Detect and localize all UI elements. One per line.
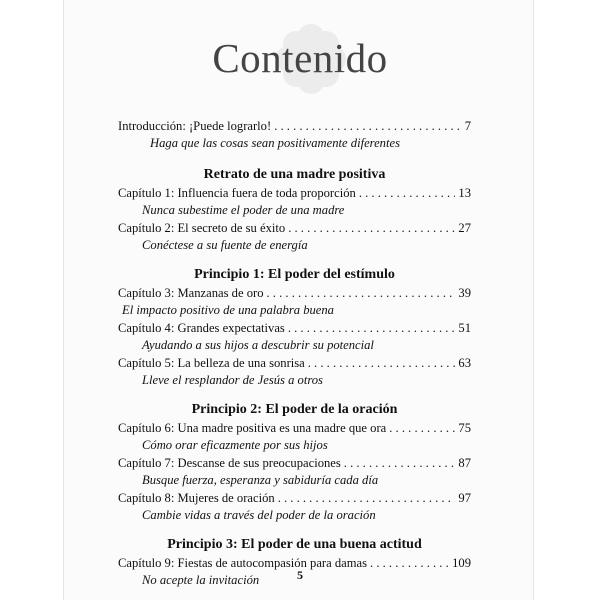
dot-leader (278, 491, 456, 506)
toc-entry-page: 7 (464, 119, 471, 133)
toc-entry (118, 456, 471, 473)
toc-entry-page: 75 (458, 421, 471, 435)
toc-entry-label: Capítulo 4: Grandes expectativas (118, 321, 285, 335)
section-heading: Principio 2: El poder de la oración (191, 402, 398, 417)
toc-entry-label: Capítulo 6: Una madre positiva es una madre que ora (118, 421, 387, 435)
toc-entry-page: 87 (458, 456, 471, 470)
toc-entry-label: Introducción: ¡Puede lograrlo! (118, 119, 272, 133)
toc-entry-subtitle: El impacto positivo de una palabra buena (122, 303, 334, 317)
dot-leader (308, 356, 456, 371)
section-heading: Principio 1: El poder del estímulo (194, 267, 395, 282)
section-heading: Principio 3: El poder de una buena actitud (167, 537, 422, 552)
table-of-contents (118, 119, 471, 591)
dot-leader (288, 321, 456, 336)
toc-entry-subtitle: Conéctese a su fuente de energía (142, 238, 308, 252)
toc-entry-label: Capítulo 8: Mujeres de oración (118, 491, 275, 505)
toc-entry (118, 356, 471, 373)
toc-entry-subtitle: Cambie vidas a través del poder de la oración (142, 508, 376, 522)
toc-entry-page: 109 (452, 556, 471, 570)
toc-entry-subtitle: Ayudando a sus hijos a descubrir su potencial (142, 338, 374, 352)
dot-leader (274, 119, 462, 134)
page-number: 5 (297, 568, 303, 582)
toc-entry (118, 321, 471, 338)
toc-entry-page: 39 (458, 286, 471, 300)
toc-entry-subtitle: Busque fuerza, esperanza y sabiduría cada día (142, 473, 379, 487)
toc-entry-subtitle: Cómo orar eficazmente por sus hijos (142, 438, 328, 452)
toc-entry-subtitle: Lleve el resplandor de Jesús a otros (142, 373, 323, 387)
toc-entry-label: Capítulo 5: La belleza de una sonrisa (118, 356, 305, 370)
section-heading: Retrato de una madre positiva (203, 167, 386, 182)
toc-entry-label: Capítulo 3: Manzanas de oro (118, 286, 264, 300)
toc-entry-label: Capítulo 7: Descanse de sus preocupaciones (118, 456, 341, 470)
toc-entry (118, 421, 471, 438)
dot-leader (288, 221, 455, 236)
toc-entry (118, 286, 471, 303)
toc-entry-page: 51 (458, 321, 471, 335)
toc-entry-page: 97 (458, 491, 471, 505)
toc-entry (118, 491, 471, 508)
toc-entry-page: 13 (458, 186, 471, 200)
toc-entry-intro (118, 119, 471, 136)
toc-entry-label: Capítulo 2: El secreto de su éxito (118, 221, 286, 235)
dot-leader (267, 286, 456, 301)
toc-entry-page: 63 (458, 356, 471, 370)
toc-entry (118, 221, 471, 238)
dot-leader (359, 186, 456, 201)
toc-entry-subtitle: Nunca subestime el poder de una madre (142, 203, 345, 217)
toc-entry-label: Capítulo 1: Influencia fuera de toda proporción (118, 186, 356, 200)
toc-entry-subtitle: No acepte la invitación (142, 573, 260, 587)
dot-leader (389, 421, 455, 436)
page-title: Contenido (212, 35, 388, 81)
toc-entry (118, 186, 471, 203)
toc-entry-subtitle: Haga que las cosas sean positivamente diferentes (150, 136, 400, 150)
dot-leader (344, 456, 456, 471)
toc-entry-page: 27 (458, 221, 471, 235)
toc-entry-label: Capítulo 9: Fiestas de autocompasión para damas (118, 556, 368, 570)
